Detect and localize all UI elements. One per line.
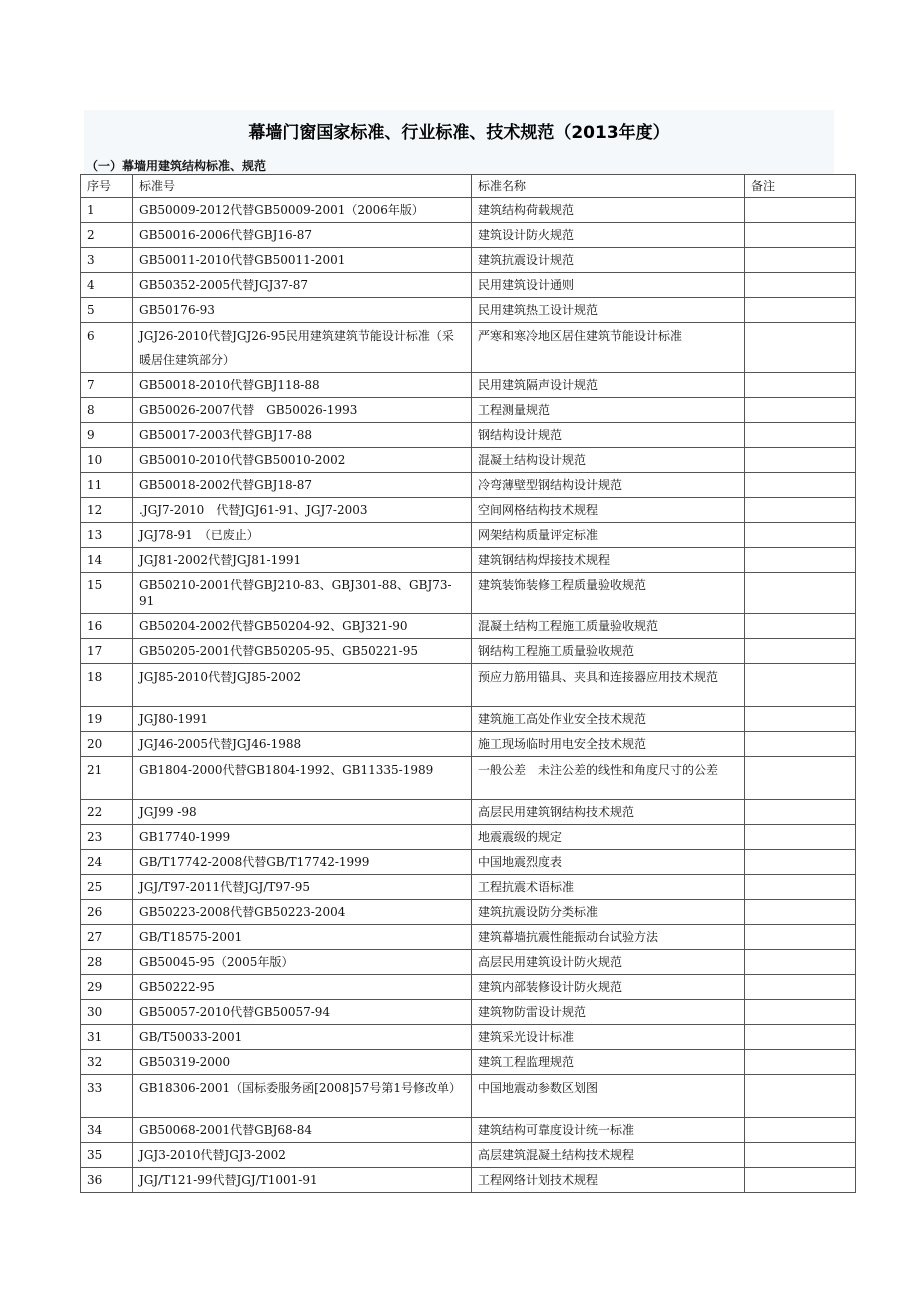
- cell-code: JGJ26-2010代替JGJ26-95民用建筑建筑节能设计标准（采暖居住建筑部分）: [133, 323, 472, 373]
- cell-note: [745, 732, 856, 757]
- cell-note: [745, 1025, 856, 1050]
- header-name: 标准名称: [472, 175, 745, 198]
- table-row: [81, 639, 856, 664]
- table-header-row: [81, 175, 856, 198]
- table-row: [81, 1168, 856, 1193]
- cell-name: 钢结构设计规范: [472, 423, 745, 448]
- cell-name: 建筑设计防火规范: [472, 223, 745, 248]
- cell-no: 24: [81, 850, 133, 875]
- cell-name: 冷弯薄壁型钢结构设计规范: [472, 473, 745, 498]
- cell-code: GB50011-2010代替GB50011-2001: [133, 248, 472, 273]
- cell-name: 建筑采光设计标准: [472, 1025, 745, 1050]
- cell-name: 中国地震烈度表: [472, 850, 745, 875]
- cell-no: 18: [81, 664, 133, 707]
- cell-code: GB50210-2001代替GBJ210-83、GBJ301-88、GBJ73-91: [133, 573, 472, 614]
- cell-code: GB50010-2010代替GB50010-2002: [133, 448, 472, 473]
- cell-code: JGJ80-1991: [133, 707, 472, 732]
- cell-no: 31: [81, 1025, 133, 1050]
- table-row: [81, 1025, 856, 1050]
- table-row: [81, 800, 856, 825]
- table-row: [81, 198, 856, 223]
- cell-name: 民用建筑设计通则: [472, 273, 745, 298]
- cell-name: 空间网格结构技术规程: [472, 498, 745, 523]
- cell-note: [745, 875, 856, 900]
- table-row: [81, 1118, 856, 1143]
- header-note: 备注: [745, 175, 856, 198]
- cell-note: [745, 473, 856, 498]
- cell-code: GB50068-2001代替GBJ68-84: [133, 1118, 472, 1143]
- table-row: [81, 1075, 856, 1118]
- cell-no: 11: [81, 473, 133, 498]
- cell-note: [745, 1143, 856, 1168]
- cell-note: [745, 1050, 856, 1075]
- cell-note: [745, 800, 856, 825]
- cell-note: [745, 1000, 856, 1025]
- table-row: [81, 850, 856, 875]
- cell-code: GB50018-2002代替GBJ18-87: [133, 473, 472, 498]
- cell-name: 建筑抗震设计规范: [472, 248, 745, 273]
- table-body: [81, 198, 856, 1193]
- cell-note: [745, 198, 856, 223]
- cell-no: 10: [81, 448, 133, 473]
- cell-note: [745, 850, 856, 875]
- cell-note: [745, 298, 856, 323]
- cell-name: 建筑工程监理规范: [472, 1050, 745, 1075]
- cell-code: JGJ81-2002代替JGJ81-1991: [133, 548, 472, 573]
- cell-code: GB/T17742-2008代替GB/T17742-1999: [133, 850, 472, 875]
- cell-no: 22: [81, 800, 133, 825]
- table-row: [81, 548, 856, 573]
- cell-name: 建筑抗震设防分类标准: [472, 900, 745, 925]
- cell-code: GB50176-93: [133, 298, 472, 323]
- table-row: [81, 298, 856, 323]
- cell-no: 8: [81, 398, 133, 423]
- cell-no: 14: [81, 548, 133, 573]
- cell-note: [745, 757, 856, 800]
- cell-no: 9: [81, 423, 133, 448]
- cell-code: GB50352-2005代替JGJ37-87: [133, 273, 472, 298]
- table-row: [81, 732, 856, 757]
- header-code: 标准号: [133, 175, 472, 198]
- cell-code: GB50016-2006代替GBJ16-87: [133, 223, 472, 248]
- cell-code: GB50018-2010代替GBJ118-88: [133, 373, 472, 398]
- cell-name: 严寒和寒冷地区居住建筑节能设计标准: [472, 323, 745, 373]
- table-row: [81, 614, 856, 639]
- cell-no: 21: [81, 757, 133, 800]
- table-row: [81, 975, 856, 1000]
- cell-note: [745, 423, 856, 448]
- cell-code: GB18306-2001（国标委服务函[2008]57号第1号修改单）: [133, 1075, 472, 1118]
- cell-note: [745, 523, 856, 548]
- cell-name: 网架结构质量评定标准: [472, 523, 745, 548]
- cell-no: 23: [81, 825, 133, 850]
- cell-no: 28: [81, 950, 133, 975]
- cell-no: 16: [81, 614, 133, 639]
- cell-code: JGJ99 -98: [133, 800, 472, 825]
- cell-code: JGJ78-91 （已废止）: [133, 523, 472, 548]
- table-row: [81, 825, 856, 850]
- cell-name: 建筑物防雷设计规范: [472, 1000, 745, 1025]
- cell-code: GB50204-2002代替GB50204-92、GBJ321-90: [133, 614, 472, 639]
- table-row: [81, 223, 856, 248]
- cell-note: [745, 323, 856, 373]
- cell-name: 混凝土结构工程施工质量验收规范: [472, 614, 745, 639]
- cell-code: GB/T18575-2001: [133, 925, 472, 950]
- cell-note: [745, 223, 856, 248]
- standards-table: [80, 174, 856, 1193]
- cell-code: GB1804-2000代替GB1804-1992、GB11335-1989: [133, 757, 472, 800]
- cell-no: 32: [81, 1050, 133, 1075]
- cell-name: 建筑装饰装修工程质量验收规范: [472, 573, 745, 614]
- table-row: [81, 423, 856, 448]
- cell-name: 建筑施工高处作业安全技术规范: [472, 707, 745, 732]
- cell-note: [745, 950, 856, 975]
- table-row: [81, 448, 856, 473]
- header-no: 序号: [81, 175, 133, 198]
- cell-code: GB/T50033-2001: [133, 1025, 472, 1050]
- table-row: [81, 1143, 856, 1168]
- cell-code: GB50045-95（2005年版）: [133, 950, 472, 975]
- cell-no: 35: [81, 1143, 133, 1168]
- cell-name: 混凝土结构设计规范: [472, 448, 745, 473]
- cell-no: 29: [81, 975, 133, 1000]
- table-row: [81, 248, 856, 273]
- cell-no: 33: [81, 1075, 133, 1118]
- cell-code: JGJ3-2010代替JGJ3-2002: [133, 1143, 472, 1168]
- cell-note: [745, 373, 856, 398]
- table-row: [81, 664, 856, 707]
- table-row: [81, 757, 856, 800]
- table-row: [81, 373, 856, 398]
- cell-note: [745, 664, 856, 707]
- cell-note: [745, 498, 856, 523]
- cell-note: [745, 1118, 856, 1143]
- cell-code: JGJ46-2005代替JGJ46-1988: [133, 732, 472, 757]
- cell-no: 1: [81, 198, 133, 223]
- cell-no: 26: [81, 900, 133, 925]
- cell-code: JGJ/T121-99代替JGJ/T1001-91: [133, 1168, 472, 1193]
- cell-no: 2: [81, 223, 133, 248]
- cell-note: [745, 448, 856, 473]
- cell-note: [745, 707, 856, 732]
- cell-note: [745, 548, 856, 573]
- cell-name: 建筑幕墙抗震性能振动台试验方法: [472, 925, 745, 950]
- cell-code: GB50057-2010代替GB50057-94: [133, 1000, 472, 1025]
- cell-name: 施工现场临时用电安全技术规范: [472, 732, 745, 757]
- cell-no: 25: [81, 875, 133, 900]
- document-title: 幕墙门窗国家标准、行业标准、技术规范（2013年度）: [248, 123, 670, 143]
- cell-note: [745, 573, 856, 614]
- cell-name: 高层民用建筑设计防火规范: [472, 950, 745, 975]
- cell-name: 工程测量规范: [472, 398, 745, 423]
- table-row: [81, 323, 856, 373]
- cell-code: JGJ/T97-2011代替JGJ/T97-95: [133, 875, 472, 900]
- cell-note: [745, 273, 856, 298]
- cell-no: 15: [81, 573, 133, 614]
- cell-code: GB50319-2000: [133, 1050, 472, 1075]
- cell-no: 3: [81, 248, 133, 273]
- cell-code: GB50017-2003代替GBJ17-88: [133, 423, 472, 448]
- cell-no: 19: [81, 707, 133, 732]
- table-row: [81, 875, 856, 900]
- cell-note: [745, 975, 856, 1000]
- table-row: [81, 573, 856, 614]
- cell-code: JGJ85-2010代替JGJ85-2002: [133, 664, 472, 707]
- cell-no: 36: [81, 1168, 133, 1193]
- cell-name: 工程抗震术语标准: [472, 875, 745, 900]
- cell-note: [745, 398, 856, 423]
- cell-note: [745, 925, 856, 950]
- cell-name: 建筑内部装修设计防火规范: [472, 975, 745, 1000]
- cell-name: 地震震级的规定: [472, 825, 745, 850]
- cell-no: 13: [81, 523, 133, 548]
- cell-code: GB50205-2001代替GB50205-95、GB50221-95: [133, 639, 472, 664]
- table-row: [81, 498, 856, 523]
- cell-name: 预应力筋用锚具、夹具和连接器应用技术规范: [472, 664, 745, 707]
- table-row: [81, 900, 856, 925]
- cell-name: 建筑结构荷载规范: [472, 198, 745, 223]
- cell-code: .JGJ7-2010 代替JGJ61-91、JGJ7-2003: [133, 498, 472, 523]
- cell-code: GB17740-1999: [133, 825, 472, 850]
- cell-note: [745, 639, 856, 664]
- cell-note: [745, 1075, 856, 1118]
- cell-no: 20: [81, 732, 133, 757]
- cell-name: 民用建筑隔声设计规范: [472, 373, 745, 398]
- cell-name: 民用建筑热工设计规范: [472, 298, 745, 323]
- cell-no: 7: [81, 373, 133, 398]
- table-row: [81, 473, 856, 498]
- cell-code: GB50009-2012代替GB50009-2001（2006年版）: [133, 198, 472, 223]
- cell-no: 17: [81, 639, 133, 664]
- cell-no: 4: [81, 273, 133, 298]
- table-row: [81, 523, 856, 548]
- cell-note: [745, 614, 856, 639]
- cell-name: 工程网络计划技术规程: [472, 1168, 745, 1193]
- table-row: [81, 950, 856, 975]
- cell-no: 6: [81, 323, 133, 373]
- table-row: [81, 1050, 856, 1075]
- cell-note: [745, 1168, 856, 1193]
- cell-name: 建筑结构可靠度设计统一标准: [472, 1118, 745, 1143]
- cell-code: GB50026-2007代替 GB50026-1993: [133, 398, 472, 423]
- cell-code: GB50222-95: [133, 975, 472, 1000]
- cell-name: 一般公差 未注公差的线性和角度尺寸的公差: [472, 757, 745, 800]
- cell-no: 12: [81, 498, 133, 523]
- table-row: [81, 1000, 856, 1025]
- cell-note: [745, 900, 856, 925]
- table-row: [81, 398, 856, 423]
- cell-note: [745, 248, 856, 273]
- cell-note: [745, 825, 856, 850]
- cell-no: 30: [81, 1000, 133, 1025]
- cell-no: 34: [81, 1118, 133, 1143]
- cell-name: 高层民用建筑钢结构技术规范: [472, 800, 745, 825]
- cell-name: 钢结构工程施工质量验收规范: [472, 639, 745, 664]
- table-row: [81, 707, 856, 732]
- cell-no: 5: [81, 298, 133, 323]
- cell-name: 建筑钢结构焊接技术规程: [472, 548, 745, 573]
- cell-no: 27: [81, 925, 133, 950]
- section-title: （一）幕墙用建筑结构标准、规范: [86, 159, 267, 173]
- cell-name: 中国地震动参数区划图: [472, 1075, 745, 1118]
- table-row: [81, 925, 856, 950]
- cell-name: 高层建筑混凝土结构技术规程: [472, 1143, 745, 1168]
- table-row: [81, 273, 856, 298]
- cell-code: GB50223-2008代替GB50223-2004: [133, 900, 472, 925]
